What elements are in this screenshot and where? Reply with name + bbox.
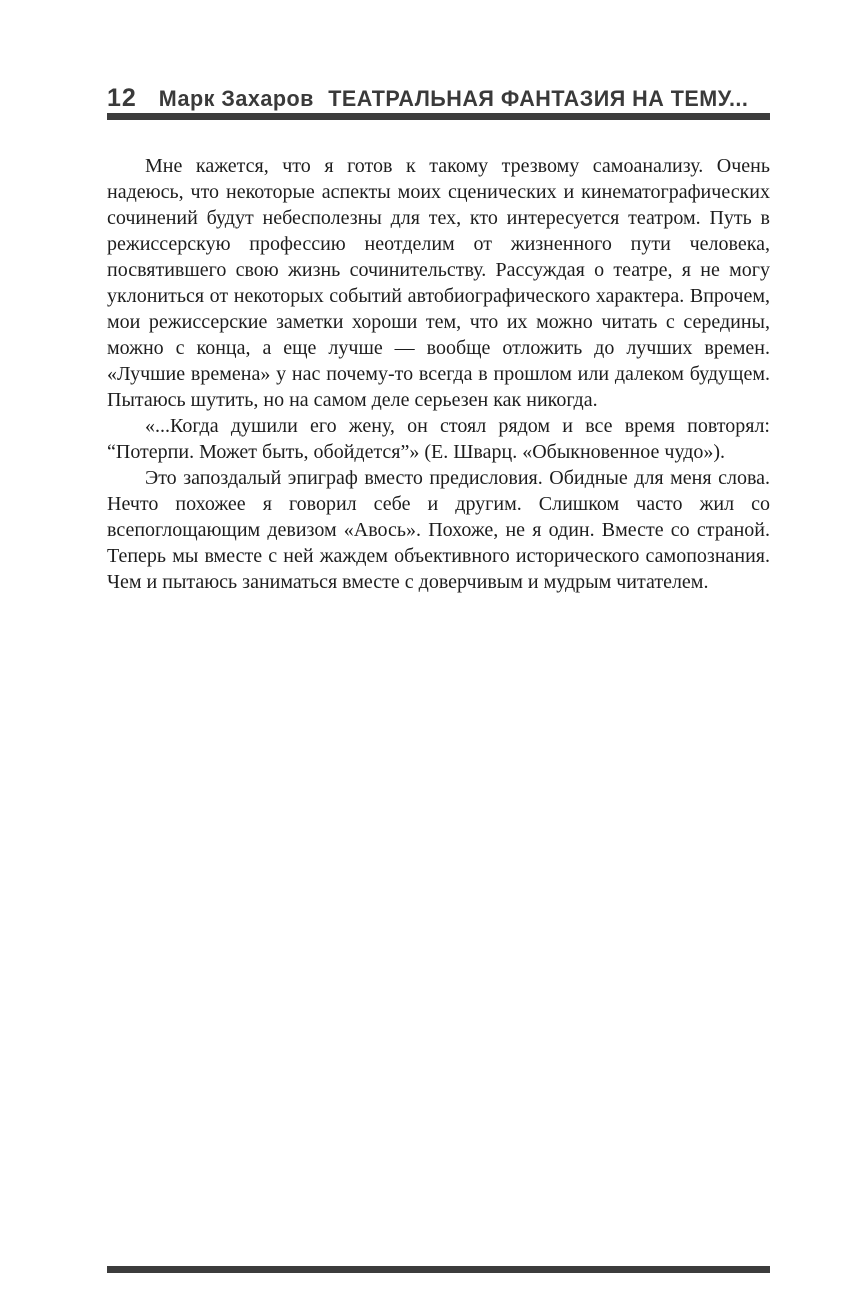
paragraph-3: Это запоздалый эпиграф вместо предисловия. Обидные для меня слова. Нечто похожее я говорил себе и другим. Слишком часто жил со всепоглощающим девизом «Авось». Похоже, не я один. Вместе со страной. Теперь мы вместе с ней жаждем объективного исторического самопознания. Чем и пытаюсь заниматься вместе с доверчивым и мудрым читателем. (107, 467, 770, 593)
page-header (107, 84, 770, 113)
running-title-book: ТЕАТРАЛЬНАЯ ФАНТАЗИЯ НА ТЕМУ... (328, 86, 749, 111)
footer-rule (107, 1266, 770, 1273)
page-number: 12 (107, 84, 137, 112)
paragraph-2-epigraph: «...Когда душили его жену, он стоял рядом и все время повторял: “Потерпи. Может быть, обойдется”» (Е. Шварц. «Обыкновенное чудо»). (107, 415, 770, 463)
header-rule (107, 113, 770, 120)
page-body (107, 153, 770, 595)
paragraph-1: Мне кажется, что я готов к такому трезвому самоанализу. Очень надеюсь, что некоторые аспекты моих сценических и кинематографических сочинений будут небесполезны для тех, кто интересуется театром. Путь в режиссерскую профессию неотделим от жизненного пути человека, посвятившего свою жизнь сочинительству. Рассуждая о театре, я не могу уклониться от некоторых событий автобиографического характера. Впрочем, мои режиссерские заметки хороши тем, что их можно читать с середины, можно с конца, а еще лучше — вообще отложить до лучших времен. «Лучшие времена» у нас почему-то всегда в прошлом или далеком будущем. Пытаюсь шутить, но на самом деле серьезен как никогда. (107, 155, 770, 411)
running-title (143, 86, 764, 112)
running-title-author: Марк Захаров (158, 86, 314, 111)
